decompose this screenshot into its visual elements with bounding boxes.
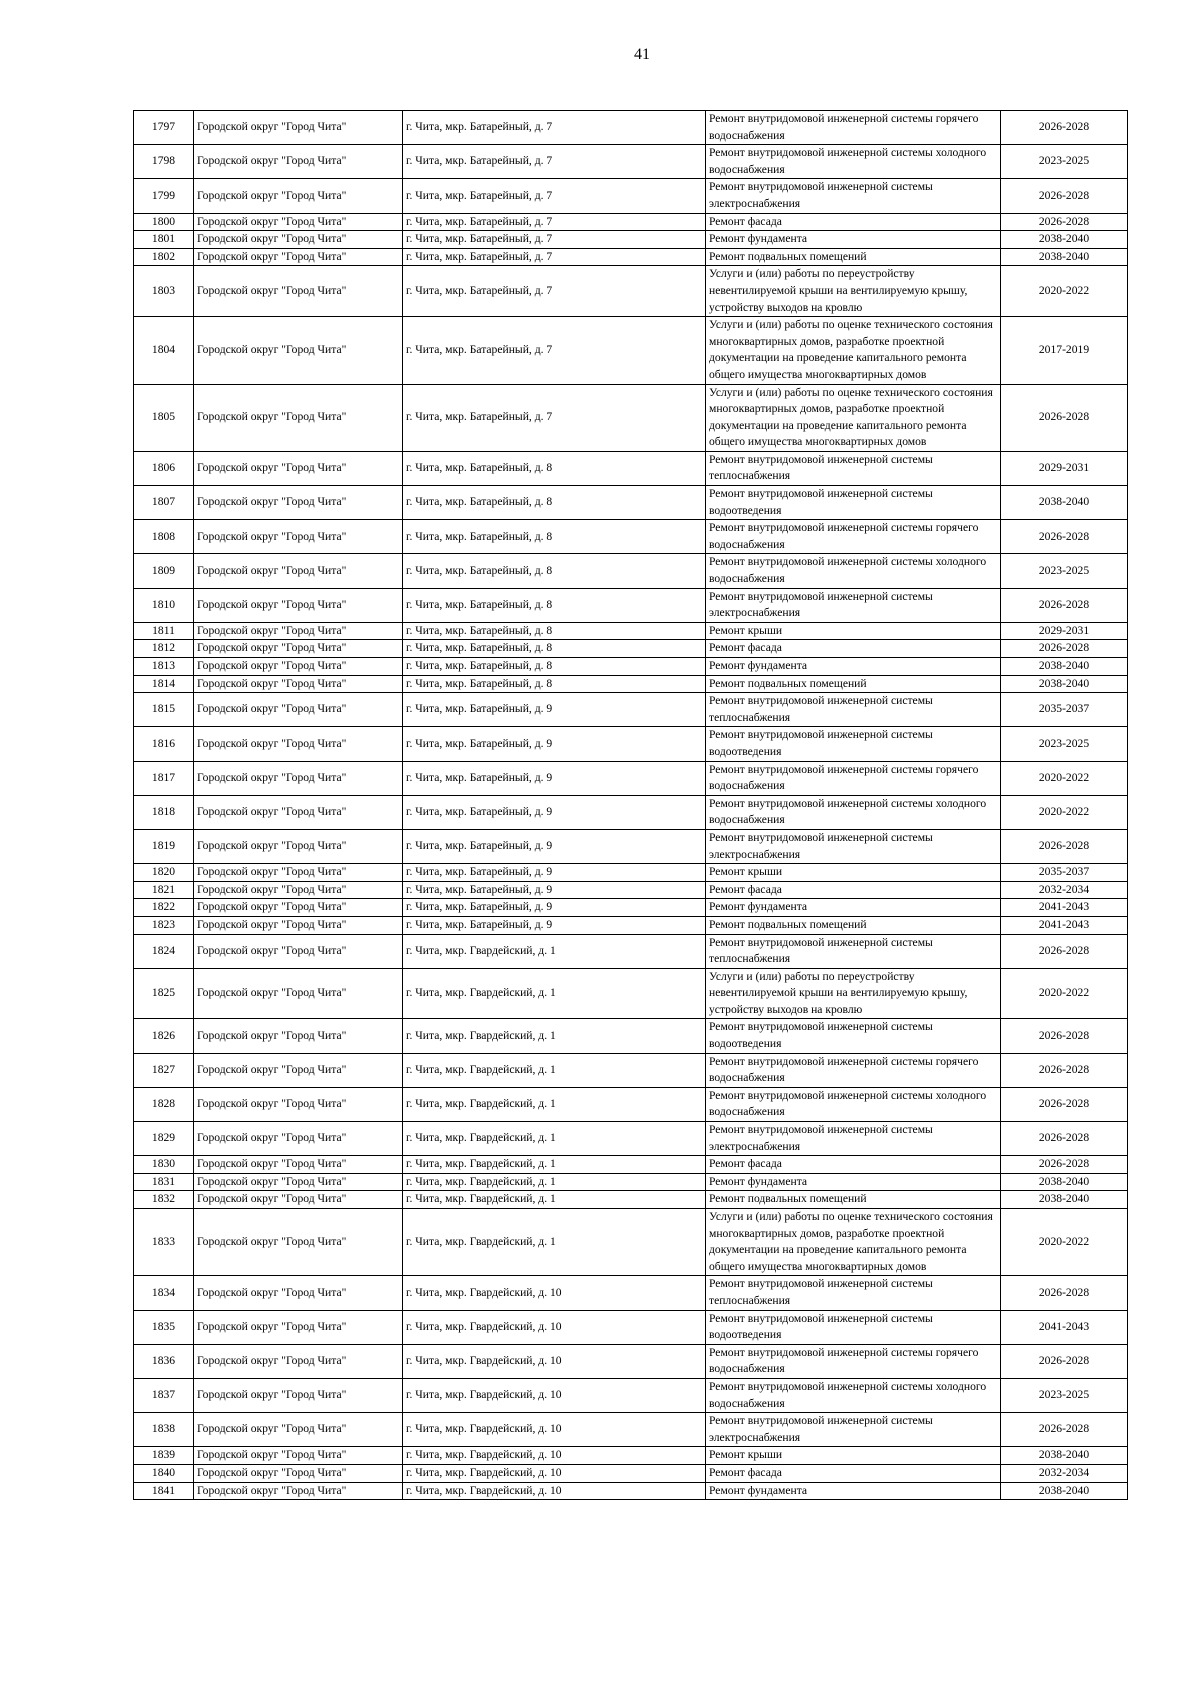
row-number-cell: 1811	[134, 622, 194, 640]
period-cell: 2026-2028	[1001, 934, 1128, 968]
municipality-cell: Городской округ "Город Чита"	[194, 934, 403, 968]
municipality-cell: Городской округ "Город Чита"	[194, 384, 403, 451]
work-type-cell: Услуги и (или) работы по оценке технического состояния многоквартирных домов, разработке проектной документации на проведение капитального ремонта общего имущества многоквартирных домов	[706, 317, 1001, 384]
row-number-cell: 1804	[134, 317, 194, 384]
address-cell: г. Чита, мкр. Батарейный, д. 8	[403, 451, 706, 485]
period-cell: 2020-2022	[1001, 266, 1128, 317]
page-number: 41	[634, 46, 650, 63]
work-type-cell: Ремонт внутридомовой инженерной системы холодного водоснабжения	[706, 145, 1001, 179]
capital-repair-table	[133, 110, 1128, 1500]
municipality-cell: Городской округ "Город Чита"	[194, 899, 403, 917]
table-row	[134, 968, 1128, 1019]
table-row	[134, 554, 1128, 588]
work-type-cell: Ремонт фасада	[706, 640, 1001, 658]
row-number-cell: 1821	[134, 881, 194, 899]
municipality-cell: Городской округ "Город Чита"	[194, 1276, 403, 1310]
table-row	[134, 1209, 1128, 1276]
row-number-cell: 1808	[134, 520, 194, 554]
period-cell: 2023-2025	[1001, 1378, 1128, 1412]
row-number-cell: 1829	[134, 1122, 194, 1156]
address-cell: г. Чита, мкр. Батарейный, д. 9	[403, 899, 706, 917]
municipality-cell: Городской округ "Город Чита"	[194, 451, 403, 485]
table-row	[134, 520, 1128, 554]
row-number-cell: 1823	[134, 916, 194, 934]
row-number-cell: 1822	[134, 899, 194, 917]
row-number-cell: 1805	[134, 384, 194, 451]
address-cell: г. Чита, мкр. Батарейный, д. 9	[403, 761, 706, 795]
municipality-cell: Городской округ "Город Чита"	[194, 266, 403, 317]
table-row	[134, 795, 1128, 829]
table-row	[134, 266, 1128, 317]
municipality-cell: Городской округ "Город Чита"	[194, 1156, 403, 1174]
address-cell: г. Чита, мкр. Гвардейский, д. 10	[403, 1447, 706, 1465]
address-cell: г. Чита, мкр. Батарейный, д. 9	[403, 727, 706, 761]
row-number-cell: 1819	[134, 829, 194, 863]
address-cell: г. Чита, мкр. Батарейный, д. 9	[403, 881, 706, 899]
municipality-cell: Городской округ "Город Чита"	[194, 622, 403, 640]
municipality-cell: Городской округ "Город Чита"	[194, 727, 403, 761]
table-body	[134, 111, 1128, 1500]
address-cell: г. Чита, мкр. Батарейный, д. 7	[403, 248, 706, 266]
address-cell: г. Чита, мкр. Гвардейский, д. 1	[403, 1191, 706, 1209]
work-type-cell: Ремонт фундамента	[706, 1482, 1001, 1500]
period-cell: 2026-2028	[1001, 1053, 1128, 1087]
row-number-cell: 1800	[134, 213, 194, 231]
municipality-cell: Городской округ "Город Чита"	[194, 1019, 403, 1053]
work-type-cell: Ремонт крыши	[706, 1447, 1001, 1465]
address-cell: г. Чита, мкр. Батарейный, д. 7	[403, 384, 706, 451]
table-row	[134, 1087, 1128, 1121]
row-number-cell: 1807	[134, 486, 194, 520]
address-cell: г. Чита, мкр. Батарейный, д. 8	[403, 675, 706, 693]
row-number-cell: 1816	[134, 727, 194, 761]
address-cell: г. Чита, мкр. Батарейный, д. 9	[403, 829, 706, 863]
period-cell: 2038-2040	[1001, 231, 1128, 249]
municipality-cell: Городской округ "Город Чита"	[194, 1344, 403, 1378]
row-number-cell: 1830	[134, 1156, 194, 1174]
municipality-cell: Городской округ "Город Чита"	[194, 761, 403, 795]
work-type-cell: Ремонт внутридомовой инженерной системы холодного водоснабжения	[706, 1087, 1001, 1121]
row-number-cell: 1840	[134, 1464, 194, 1482]
work-type-cell: Ремонт внутридомовой инженерной системы электроснабжения	[706, 588, 1001, 622]
municipality-cell: Городской округ "Город Чита"	[194, 1482, 403, 1500]
address-cell: г. Чита, мкр. Гвардейский, д. 1	[403, 1122, 706, 1156]
work-type-cell: Ремонт внутридомовой инженерной системы горячего водоснабжения	[706, 761, 1001, 795]
period-cell: 2026-2028	[1001, 1276, 1128, 1310]
table-row	[134, 384, 1128, 451]
period-cell: 2026-2028	[1001, 384, 1128, 451]
row-number-cell: 1835	[134, 1310, 194, 1344]
address-cell: г. Чита, мкр. Гвардейский, д. 1	[403, 968, 706, 1019]
period-cell: 2017-2019	[1001, 317, 1128, 384]
work-type-cell: Ремонт внутридомовой инженерной системы электроснабжения	[706, 1122, 1001, 1156]
row-number-cell: 1824	[134, 934, 194, 968]
period-cell: 2026-2028	[1001, 111, 1128, 145]
table-row	[134, 179, 1128, 213]
work-type-cell: Ремонт внутридомовой инженерной системы горячего водоснабжения	[706, 111, 1001, 145]
municipality-cell: Городской округ "Город Чита"	[194, 1209, 403, 1276]
address-cell: г. Чита, мкр. Батарейный, д. 9	[403, 795, 706, 829]
municipality-cell: Городской округ "Город Чита"	[194, 916, 403, 934]
address-cell: г. Чита, мкр. Гвардейский, д. 10	[403, 1344, 706, 1378]
municipality-cell: Городской округ "Город Чита"	[194, 1122, 403, 1156]
work-type-cell: Ремонт внутридомовой инженерной системы теплоснабжения	[706, 693, 1001, 727]
row-number-cell: 1818	[134, 795, 194, 829]
period-cell: 2026-2028	[1001, 1019, 1128, 1053]
row-number-cell: 1834	[134, 1276, 194, 1310]
work-type-cell: Услуги и (или) работы по оценке технического состояния многоквартирных домов, разработке проектной документации на проведение капитального ремонта общего имущества многоквартирных домов	[706, 1209, 1001, 1276]
work-type-cell: Ремонт внутридомовой инженерной системы холодного водоснабжения	[706, 554, 1001, 588]
municipality-cell: Городской округ "Город Чита"	[194, 1191, 403, 1209]
work-type-cell: Услуги и (или) работы по переустройству невентилируемой крыши на вентилируемую крышу, устройству выходов на кровлю	[706, 266, 1001, 317]
table-row	[134, 486, 1128, 520]
table-row	[134, 727, 1128, 761]
table-row	[134, 145, 1128, 179]
municipality-cell: Городской округ "Город Чита"	[194, 1378, 403, 1412]
work-type-cell: Ремонт внутридомовой инженерной системы холодного водоснабжения	[706, 795, 1001, 829]
row-number-cell: 1815	[134, 693, 194, 727]
row-number-cell: 1803	[134, 266, 194, 317]
table-row	[134, 693, 1128, 727]
work-type-cell: Ремонт фасада	[706, 213, 1001, 231]
row-number-cell: 1813	[134, 658, 194, 676]
address-cell: г. Чита, мкр. Гвардейский, д. 1	[403, 1209, 706, 1276]
municipality-cell: Городской округ "Город Чита"	[194, 317, 403, 384]
address-cell: г. Чита, мкр. Батарейный, д. 7	[403, 179, 706, 213]
period-cell: 2020-2022	[1001, 761, 1128, 795]
period-cell: 2026-2028	[1001, 179, 1128, 213]
row-number-cell: 1831	[134, 1173, 194, 1191]
municipality-cell: Городской округ "Город Чита"	[194, 1173, 403, 1191]
municipality-cell: Городской округ "Город Чита"	[194, 248, 403, 266]
address-cell: г. Чита, мкр. Батарейный, д. 8	[403, 640, 706, 658]
table-row	[134, 1173, 1128, 1191]
row-number-cell: 1827	[134, 1053, 194, 1087]
address-cell: г. Чита, мкр. Гвардейский, д. 1	[403, 934, 706, 968]
table-row	[134, 231, 1128, 249]
row-number-cell: 1833	[134, 1209, 194, 1276]
work-type-cell: Ремонт подвальных помещений	[706, 916, 1001, 934]
table-row	[134, 1122, 1128, 1156]
period-cell: 2041-2043	[1001, 1310, 1128, 1344]
table-row	[134, 1019, 1128, 1053]
work-type-cell: Ремонт внутридомовой инженерной системы горячего водоснабжения	[706, 1053, 1001, 1087]
work-type-cell: Ремонт внутридомовой инженерной системы электроснабжения	[706, 829, 1001, 863]
period-cell: 2038-2040	[1001, 1447, 1128, 1465]
municipality-cell: Городской округ "Город Чита"	[194, 520, 403, 554]
period-cell: 2020-2022	[1001, 968, 1128, 1019]
address-cell: г. Чита, мкр. Батарейный, д. 7	[403, 145, 706, 179]
municipality-cell: Городской округ "Город Чита"	[194, 588, 403, 622]
period-cell: 2032-2034	[1001, 1464, 1128, 1482]
row-number-cell: 1814	[134, 675, 194, 693]
address-cell: г. Чита, мкр. Батарейный, д. 7	[403, 231, 706, 249]
address-cell: г. Чита, мкр. Гвардейский, д. 1	[403, 1053, 706, 1087]
work-type-cell: Ремонт фасада	[706, 881, 1001, 899]
work-type-cell: Ремонт внутридомовой инженерной системы электроснабжения	[706, 1413, 1001, 1447]
work-type-cell: Ремонт крыши	[706, 622, 1001, 640]
address-cell: г. Чита, мкр. Батарейный, д. 8	[403, 588, 706, 622]
period-cell: 2026-2028	[1001, 520, 1128, 554]
work-type-cell: Ремонт фундамента	[706, 899, 1001, 917]
municipality-cell: Городской округ "Город Чита"	[194, 145, 403, 179]
work-type-cell: Ремонт внутридомовой инженерной системы электроснабжения	[706, 179, 1001, 213]
municipality-cell: Городской округ "Город Чита"	[194, 213, 403, 231]
address-cell: г. Чита, мкр. Батарейный, д. 9	[403, 864, 706, 882]
address-cell: г. Чита, мкр. Батарейный, д. 7	[403, 266, 706, 317]
row-number-cell: 1798	[134, 145, 194, 179]
address-cell: г. Чита, мкр. Батарейный, д. 7	[403, 111, 706, 145]
period-cell: 2026-2028	[1001, 829, 1128, 863]
municipality-cell: Городской округ "Город Чита"	[194, 829, 403, 863]
address-cell: г. Чита, мкр. Гвардейский, д. 1	[403, 1156, 706, 1174]
municipality-cell: Городской округ "Город Чита"	[194, 1053, 403, 1087]
work-type-cell: Ремонт подвальных помещений	[706, 675, 1001, 693]
address-cell: г. Чита, мкр. Батарейный, д. 7	[403, 213, 706, 231]
municipality-cell: Городской округ "Город Чита"	[194, 486, 403, 520]
period-cell: 2026-2028	[1001, 1413, 1128, 1447]
work-type-cell: Ремонт внутридомовой инженерной системы водоотведения	[706, 1019, 1001, 1053]
table-row	[134, 111, 1128, 145]
row-number-cell: 1799	[134, 179, 194, 213]
work-type-cell: Ремонт крыши	[706, 864, 1001, 882]
address-cell: г. Чита, мкр. Батарейный, д. 9	[403, 693, 706, 727]
table-row	[134, 317, 1128, 384]
work-type-cell: Ремонт фундамента	[706, 1173, 1001, 1191]
work-type-cell: Ремонт внутридомовой инженерной системы горячего водоснабжения	[706, 1344, 1001, 1378]
period-cell: 2038-2040	[1001, 1191, 1128, 1209]
municipality-cell: Городской округ "Город Чита"	[194, 658, 403, 676]
table-row	[134, 864, 1128, 882]
period-cell: 2023-2025	[1001, 727, 1128, 761]
period-cell: 2026-2028	[1001, 213, 1128, 231]
period-cell: 2020-2022	[1001, 795, 1128, 829]
municipality-cell: Городской округ "Город Чита"	[194, 1447, 403, 1465]
address-cell: г. Чита, мкр. Гвардейский, д. 1	[403, 1173, 706, 1191]
row-number-cell: 1826	[134, 1019, 194, 1053]
municipality-cell: Городской округ "Город Чита"	[194, 554, 403, 588]
municipality-cell: Городской округ "Город Чита"	[194, 1087, 403, 1121]
address-cell: г. Чита, мкр. Гвардейский, д. 10	[403, 1276, 706, 1310]
row-number-cell: 1836	[134, 1344, 194, 1378]
period-cell: 2038-2040	[1001, 1173, 1128, 1191]
row-number-cell: 1839	[134, 1447, 194, 1465]
table-row	[134, 1310, 1128, 1344]
table-row	[134, 248, 1128, 266]
address-cell: г. Чита, мкр. Батарейный, д. 8	[403, 520, 706, 554]
address-cell: г. Чита, мкр. Батарейный, д. 9	[403, 916, 706, 934]
work-type-cell: Услуги и (или) работы по оценке технического состояния многоквартирных домов, разработке проектной документации на проведение капитального ремонта общего имущества многоквартирных домов	[706, 384, 1001, 451]
table-row	[134, 1053, 1128, 1087]
municipality-cell: Городской округ "Город Чита"	[194, 640, 403, 658]
table-row	[134, 1156, 1128, 1174]
period-cell: 2032-2034	[1001, 881, 1128, 899]
row-number-cell: 1817	[134, 761, 194, 795]
municipality-cell: Городской округ "Город Чита"	[194, 1464, 403, 1482]
address-cell: г. Чита, мкр. Батарейный, д. 8	[403, 658, 706, 676]
period-cell: 2035-2037	[1001, 864, 1128, 882]
row-number-cell: 1797	[134, 111, 194, 145]
work-type-cell: Ремонт внутридомовой инженерной системы водоотведения	[706, 727, 1001, 761]
period-cell: 2023-2025	[1001, 554, 1128, 588]
table-row	[134, 588, 1128, 622]
row-number-cell: 1802	[134, 248, 194, 266]
work-type-cell: Ремонт фасада	[706, 1464, 1001, 1482]
municipality-cell: Городской округ "Город Чита"	[194, 864, 403, 882]
municipality-cell: Городской округ "Город Чита"	[194, 1413, 403, 1447]
table-row	[134, 658, 1128, 676]
address-cell: г. Чита, мкр. Гвардейский, д. 10	[403, 1464, 706, 1482]
table-row	[134, 1344, 1128, 1378]
period-cell: 2038-2040	[1001, 486, 1128, 520]
address-cell: г. Чита, мкр. Гвардейский, д. 1	[403, 1087, 706, 1121]
table-row	[134, 881, 1128, 899]
table-row	[134, 829, 1128, 863]
table-row	[134, 622, 1128, 640]
address-cell: г. Чита, мкр. Гвардейский, д. 1	[403, 1019, 706, 1053]
row-number-cell: 1806	[134, 451, 194, 485]
table-row	[134, 1378, 1128, 1412]
period-cell: 2026-2028	[1001, 1344, 1128, 1378]
municipality-cell: Городской округ "Город Чита"	[194, 881, 403, 899]
municipality-cell: Городской округ "Город Чита"	[194, 111, 403, 145]
table-row	[134, 1464, 1128, 1482]
table-row	[134, 213, 1128, 231]
table-row	[134, 934, 1128, 968]
period-cell: 2035-2037	[1001, 693, 1128, 727]
period-cell: 2023-2025	[1001, 145, 1128, 179]
period-cell: 2038-2040	[1001, 675, 1128, 693]
address-cell: г. Чита, мкр. Гвардейский, д. 10	[403, 1413, 706, 1447]
work-type-cell: Ремонт фундамента	[706, 231, 1001, 249]
municipality-cell: Городской округ "Город Чита"	[194, 675, 403, 693]
row-number-cell: 1809	[134, 554, 194, 588]
table-row	[134, 761, 1128, 795]
address-cell: г. Чита, мкр. Батарейный, д. 8	[403, 554, 706, 588]
period-cell: 2026-2028	[1001, 588, 1128, 622]
municipality-cell: Городской округ "Город Чита"	[194, 968, 403, 1019]
address-cell: г. Чита, мкр. Гвардейский, д. 10	[403, 1310, 706, 1344]
period-cell: 2041-2043	[1001, 916, 1128, 934]
period-cell: 2038-2040	[1001, 248, 1128, 266]
period-cell: 2029-2031	[1001, 622, 1128, 640]
work-type-cell: Услуги и (или) работы по переустройству невентилируемой крыши на вентилируемую крышу, устройству выходов на кровлю	[706, 968, 1001, 1019]
period-cell: 2026-2028	[1001, 1156, 1128, 1174]
work-type-cell: Ремонт подвальных помещений	[706, 1191, 1001, 1209]
address-cell: г. Чита, мкр. Гвардейский, д. 10	[403, 1378, 706, 1412]
work-type-cell: Ремонт внутридомовой инженерной системы холодного водоснабжения	[706, 1378, 1001, 1412]
table-row	[134, 1413, 1128, 1447]
row-number-cell: 1812	[134, 640, 194, 658]
municipality-cell: Городской округ "Город Чита"	[194, 1310, 403, 1344]
row-number-cell: 1825	[134, 968, 194, 1019]
table-row	[134, 916, 1128, 934]
period-cell: 2041-2043	[1001, 899, 1128, 917]
period-cell: 2038-2040	[1001, 658, 1128, 676]
work-type-cell: Ремонт фундамента	[706, 658, 1001, 676]
work-type-cell: Ремонт внутридомовой инженерной системы горячего водоснабжения	[706, 520, 1001, 554]
period-cell: 2038-2040	[1001, 1482, 1128, 1500]
period-cell: 2026-2028	[1001, 1087, 1128, 1121]
work-type-cell: Ремонт внутридомовой инженерной системы теплоснабжения	[706, 451, 1001, 485]
period-cell: 2026-2028	[1001, 640, 1128, 658]
table-row	[134, 1447, 1128, 1465]
period-cell: 2026-2028	[1001, 1122, 1128, 1156]
work-type-cell: Ремонт фасада	[706, 1156, 1001, 1174]
row-number-cell: 1837	[134, 1378, 194, 1412]
table-row	[134, 1482, 1128, 1500]
municipality-cell: Городской округ "Город Чита"	[194, 795, 403, 829]
table-row	[134, 451, 1128, 485]
table-row	[134, 675, 1128, 693]
row-number-cell: 1820	[134, 864, 194, 882]
row-number-cell: 1841	[134, 1482, 194, 1500]
address-cell: г. Чита, мкр. Батарейный, д. 7	[403, 317, 706, 384]
table-row	[134, 1191, 1128, 1209]
row-number-cell: 1810	[134, 588, 194, 622]
row-number-cell: 1838	[134, 1413, 194, 1447]
municipality-cell: Городской округ "Город Чита"	[194, 231, 403, 249]
address-cell: г. Чита, мкр. Гвардейский, д. 10	[403, 1482, 706, 1500]
work-type-cell: Ремонт внутридомовой инженерной системы водоотведения	[706, 486, 1001, 520]
work-type-cell: Ремонт внутридомовой инженерной системы теплоснабжения	[706, 934, 1001, 968]
row-number-cell: 1832	[134, 1191, 194, 1209]
row-number-cell: 1801	[134, 231, 194, 249]
municipality-cell: Городской округ "Город Чита"	[194, 693, 403, 727]
municipality-cell: Городской округ "Город Чита"	[194, 179, 403, 213]
work-type-cell: Ремонт подвальных помещений	[706, 248, 1001, 266]
row-number-cell: 1828	[134, 1087, 194, 1121]
address-cell: г. Чита, мкр. Батарейный, д. 8	[403, 486, 706, 520]
period-cell: 2029-2031	[1001, 451, 1128, 485]
table-row	[134, 899, 1128, 917]
period-cell: 2020-2022	[1001, 1209, 1128, 1276]
work-type-cell: Ремонт внутридомовой инженерной системы водоотведения	[706, 1310, 1001, 1344]
work-type-cell: Ремонт внутридомовой инженерной системы теплоснабжения	[706, 1276, 1001, 1310]
table-row	[134, 1276, 1128, 1310]
address-cell: г. Чита, мкр. Батарейный, д. 8	[403, 622, 706, 640]
table-row	[134, 640, 1128, 658]
